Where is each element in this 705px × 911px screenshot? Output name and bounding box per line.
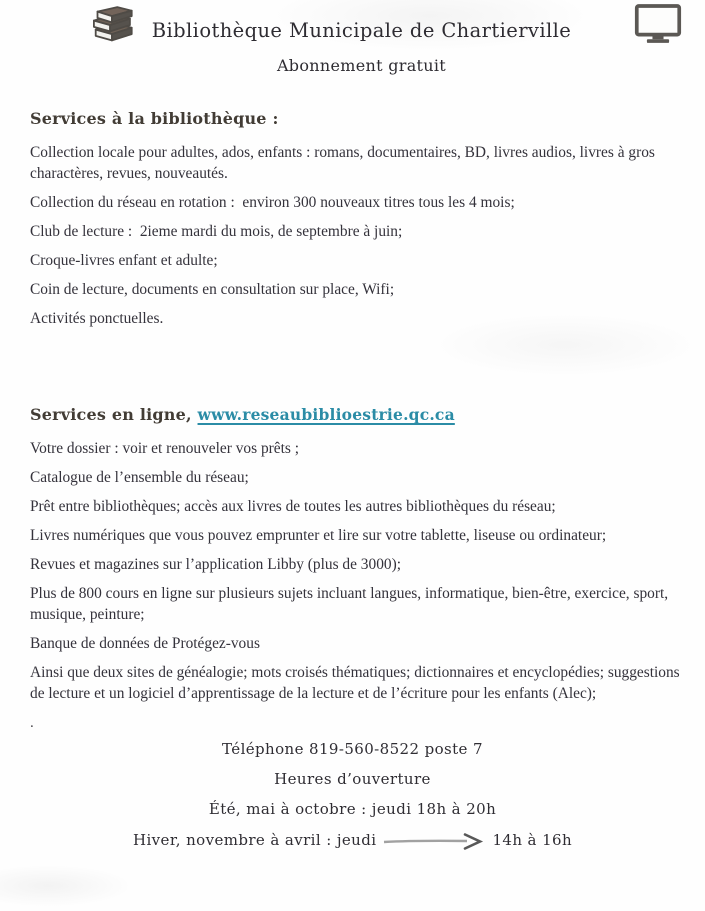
opening-hours-heading: Heures d’ouverture — [274, 770, 431, 788]
section-online-services — [30, 405, 684, 704]
library-service-item: Club de lecture : 2ieme mardi du mois, de septembre à juin; — [30, 223, 403, 240]
winter-hours-suffix: 14h à 16h — [492, 830, 573, 849]
document-body — [0, 109, 705, 732]
library-service-item: Collection du réseau en rotation : environ 300 nouveaux titres tous les 4 mois; — [30, 194, 515, 211]
online-service-item: Prêt entre bibliothèques; accès aux livres de toutes les autres bibliothèques du réseau; — [30, 498, 556, 515]
online-service-item: Banque de données de Protégez-vous — [30, 635, 260, 652]
online-services-heading-text: Services en ligne, — [30, 405, 198, 424]
phone-line: Téléphone 819-560-8522 poste 7 — [222, 740, 483, 758]
library-services-heading: Services à la bibliothèque : — [30, 109, 279, 128]
library-service-item: Coin de lecture, documents en consultation sur place, Wifi; — [30, 281, 395, 298]
document-header — [0, 0, 705, 75]
document-footer — [0, 740, 705, 850]
online-services-heading — [30, 405, 680, 424]
online-service-item: Catalogue de l’ensemble du réseau; — [30, 469, 249, 486]
winter-hours-prefix: Hiver, novembre à avril : jeudi — [132, 830, 377, 849]
library-service-item: Activités ponctuelles. — [30, 310, 164, 327]
online-service-item: Revues et magazines sur l’application Libby (plus de 3000); — [30, 556, 401, 573]
books-stack-icon — [84, 2, 138, 55]
section-library-services — [30, 109, 680, 329]
library-network-website-link[interactable]: www.reseaubiblioestrie.qc.ca — [197, 405, 455, 424]
library-service-item: Collection locale pour adultes, ados, enfants : romans, documentaires, BD, livres audios, livres à gros charactères, revues, nouveautés. — [30, 144, 659, 182]
online-service-item: Votre dossier : voir et renouveler vos prêts ; — [30, 440, 299, 457]
page-subtitle: Abonnement gratuit — [276, 56, 447, 75]
online-service-item: Ainsi que deux sites de généalogie; mots croisés thématiques; dictionnaires et encyclopédies; suggestions de lecture et un logiciel d’apprentissage de la lecture et de l’écriture pour les enfants (Alec); — [30, 664, 684, 702]
winter-hours-line — [0, 830, 705, 850]
hand-drawn-right-arrow-icon — [381, 832, 487, 850]
summer-hours-line: Été, mai à octobre : jeudi 18h à 20h — [208, 800, 497, 818]
library-service-item: Croque-livres enfant et adulte; — [30, 252, 218, 269]
computer-monitor-icon — [634, 3, 682, 50]
stray-period-mark: . — [30, 715, 34, 731]
online-service-item: Livres numériques que vous pouvez emprunter et lire sur votre tablette, liseuse ou ordinateur; — [30, 527, 607, 544]
page-title: Bibliothèque Municipale de Chartierville — [151, 19, 572, 42]
online-service-item: Plus de 800 cours en ligne sur plusieurs sujets incluant langues, informatique, bien-être, exercice, sport, musique, peinture; — [30, 585, 672, 623]
